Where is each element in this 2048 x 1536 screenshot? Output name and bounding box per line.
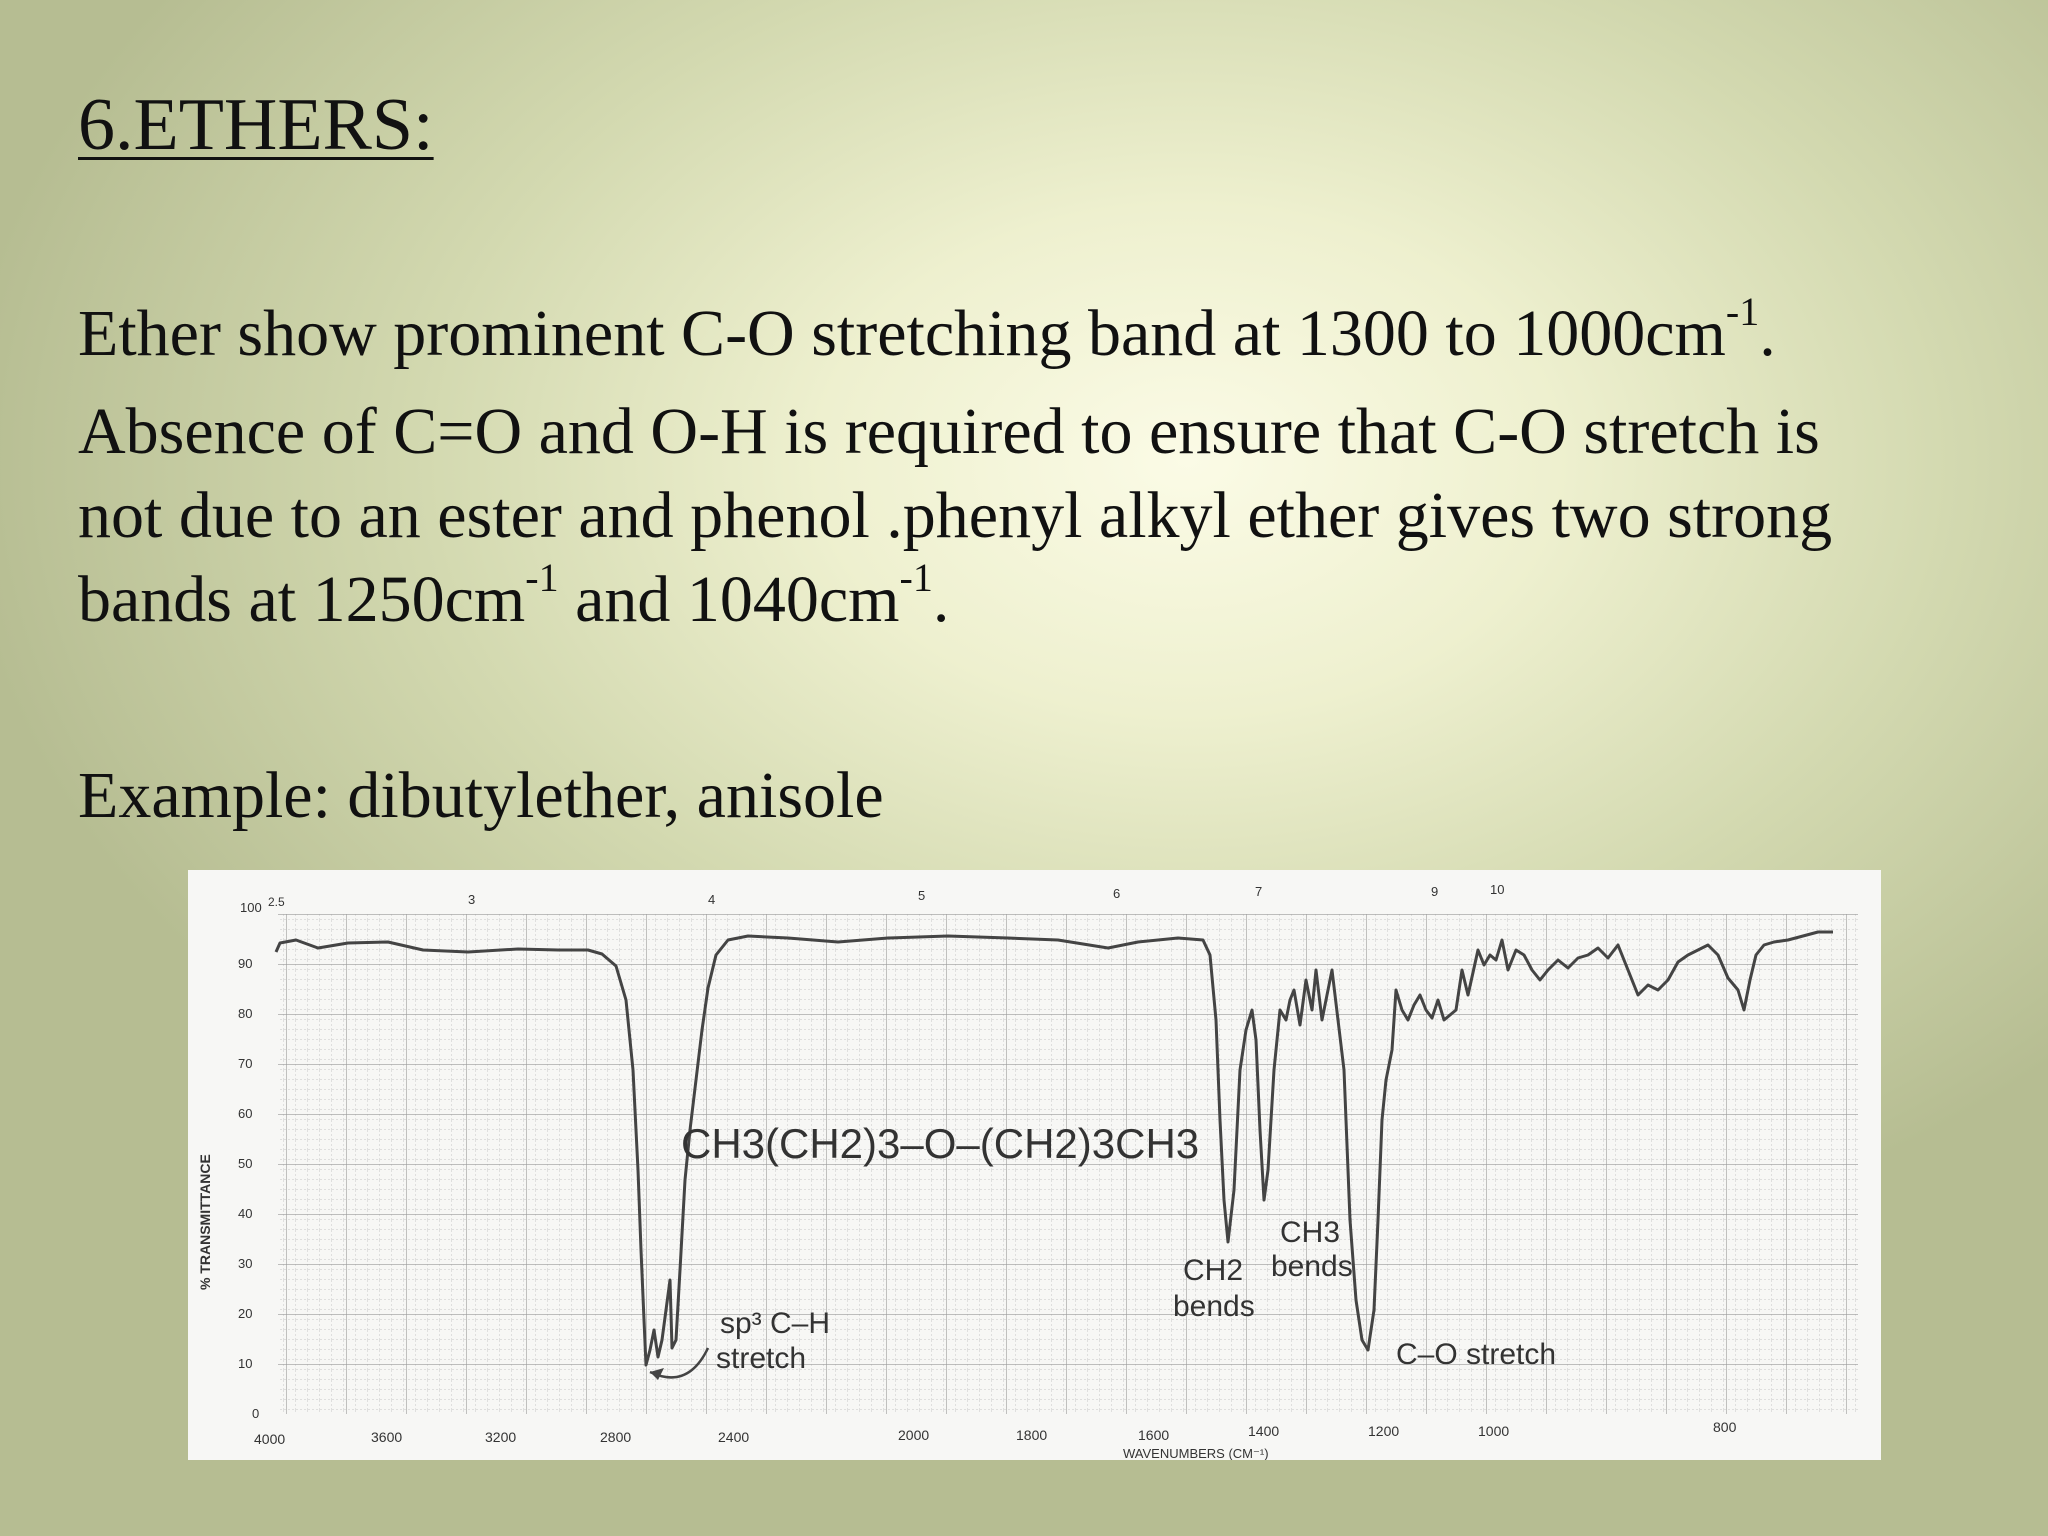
top-tick-10: 10 — [1490, 882, 1505, 897]
p2-superscript-2: -1 — [899, 555, 933, 600]
x-tick-1800: 1800 — [1016, 1427, 1048, 1443]
top-ticks — [240, 882, 1504, 915]
top-tick-4: 4 — [708, 892, 716, 907]
sp3-ch-label: sp³ C–H — [720, 1307, 831, 1340]
compound-formula: CH3(CH2)3–O–(CH2)3CH3 — [681, 1120, 1200, 1167]
p2-line3b: and 1040cm — [558, 563, 900, 636]
p2-line1: Absence of C=O and O-H is required to ensure that C-O stretch is — [78, 395, 1820, 468]
x-tick-1400: 1400 — [1248, 1423, 1280, 1439]
paragraph-example: Example: dibutylether, anisole — [78, 759, 884, 832]
x-tick-2800: 2800 — [600, 1429, 632, 1445]
top-tick-5: 5 — [918, 888, 926, 903]
p1-end: . — [1759, 297, 1776, 370]
y-tick-90: 90 — [238, 956, 253, 971]
top-tick-7: 7 — [1255, 884, 1263, 899]
y-axis-label: % TRANSMITTANCE — [197, 1154, 213, 1290]
paragraph-co-stretch — [78, 289, 1776, 376]
ir-spectrum-image — [188, 870, 1881, 1460]
x-tick-1600: 1600 — [1138, 1427, 1170, 1443]
ch3-label: CH3 — [1280, 1216, 1341, 1249]
top-tick-6: 6 — [1113, 886, 1121, 901]
top-tick-2-5: 2.5 — [268, 895, 285, 909]
slide-title: 6.ETHERS: — [78, 84, 434, 166]
y-tick-70: 70 — [238, 1056, 253, 1071]
p2-superscript-1: -1 — [525, 555, 559, 600]
y-tick-labels — [238, 956, 259, 1421]
x-tick-2000: 2000 — [898, 1427, 930, 1443]
y-tick-20: 20 — [238, 1306, 253, 1321]
paragraph-absence — [78, 390, 1832, 642]
x-tick-3600: 3600 — [371, 1429, 403, 1445]
p1-text: Ether show prominent C-O stretching band at 1300 to 1000cm — [78, 297, 1726, 370]
ch3-bends-label: bends — [1271, 1250, 1353, 1283]
ir-spectrum-svg — [188, 870, 1881, 1460]
x-tick-1000: 1000 — [1478, 1423, 1510, 1439]
y-tick-60: 60 — [238, 1106, 253, 1121]
top-tick-100: 100 — [240, 900, 262, 915]
x-axis-label: WAVENUMBERS (CM⁻¹) — [1123, 1446, 1269, 1460]
y-tick-30: 30 — [238, 1256, 253, 1271]
top-tick-3: 3 — [468, 892, 476, 907]
p2-line3a: bands at 1250cm — [78, 563, 526, 636]
stretch-label: stretch — [716, 1342, 807, 1375]
p1-superscript: -1 — [1725, 289, 1760, 334]
ch2-label: CH2 — [1183, 1254, 1244, 1287]
co-stretch-label: C–O stretch — [1396, 1338, 1557, 1371]
y-tick-50: 50 — [238, 1156, 253, 1171]
x-tick-3200: 3200 — [485, 1429, 517, 1445]
ch2-bends-label: bends — [1173, 1290, 1255, 1323]
y-tick-40: 40 — [238, 1206, 253, 1221]
p2-line3c: . — [932, 563, 950, 636]
y-tick-0: 0 — [252, 1406, 260, 1421]
x-tick-labels — [254, 1419, 1737, 1447]
y-tick-80: 80 — [238, 1006, 253, 1021]
x-tick-1200: 1200 — [1368, 1423, 1400, 1439]
p2-line2: not due to an ester and phenol .phenyl alkyl ether gives two strong — [78, 479, 1833, 552]
top-tick-9: 9 — [1431, 884, 1439, 899]
x-tick-800: 800 — [1713, 1419, 1737, 1435]
x-tick-4000: 4000 — [254, 1431, 286, 1447]
y-tick-10: 10 — [238, 1356, 253, 1371]
x-tick-2400: 2400 — [718, 1429, 750, 1445]
